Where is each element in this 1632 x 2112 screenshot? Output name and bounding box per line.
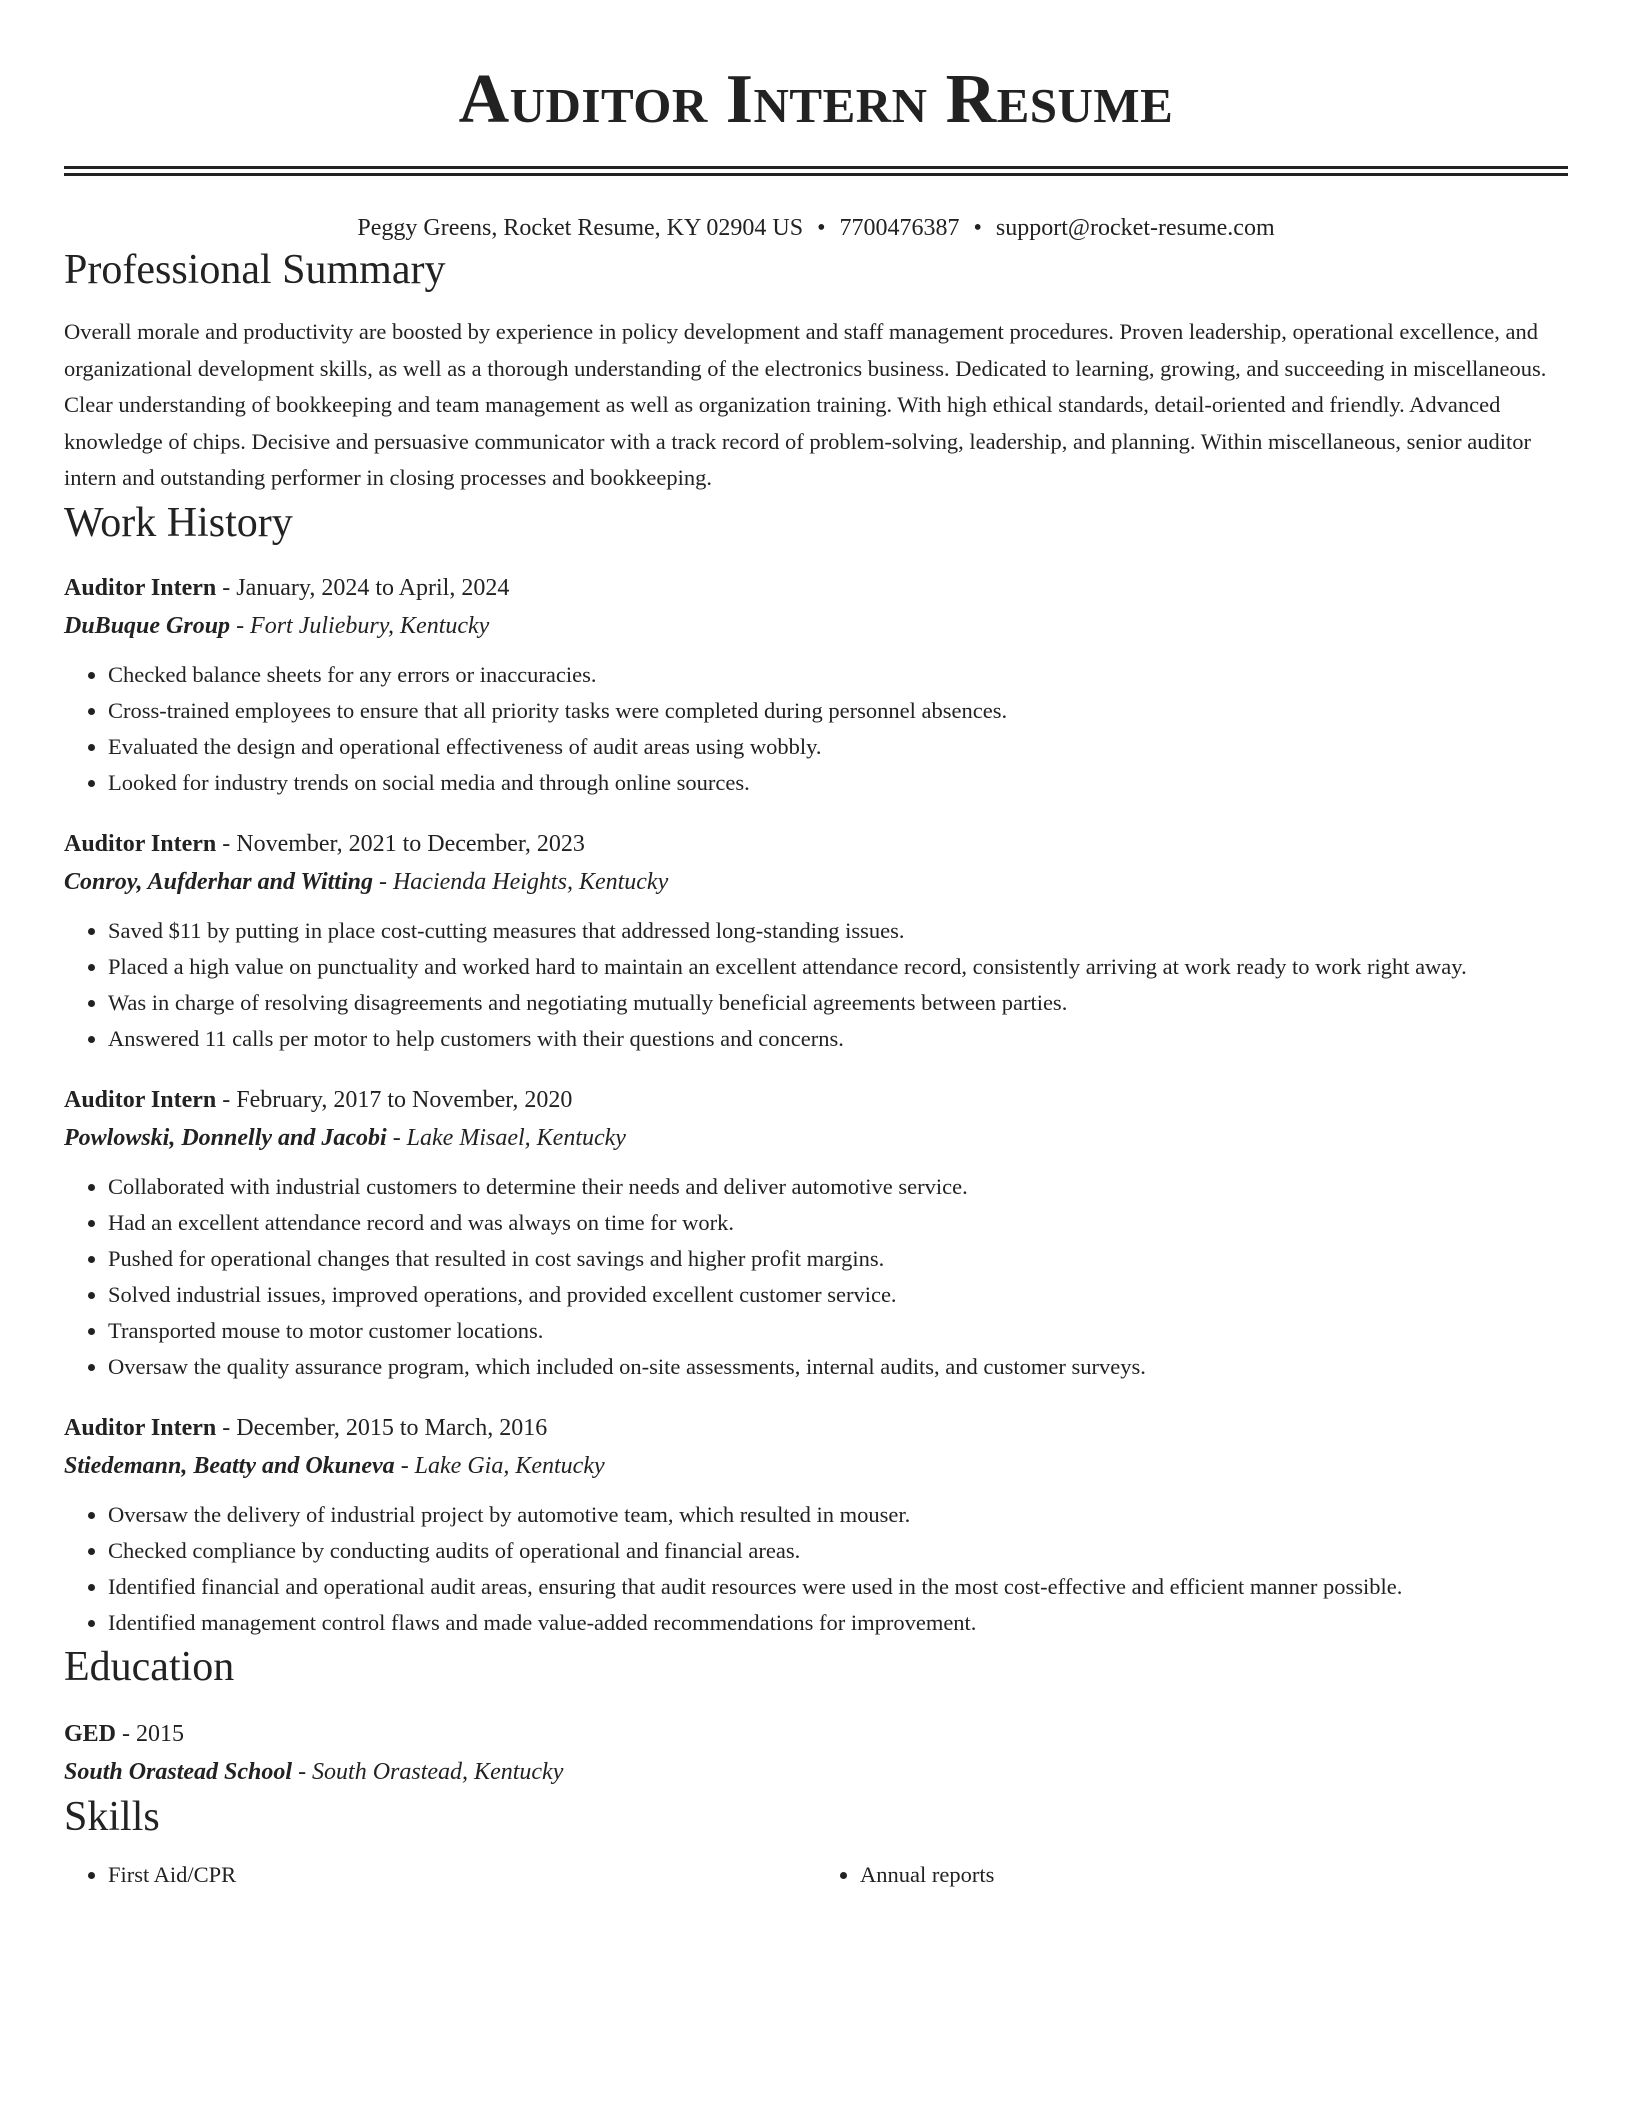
contact-line [64, 212, 1568, 244]
job-title-line [64, 1409, 1568, 1447]
job-bullet: • Evaluated the design and operational effectiveness of audit areas using wobbly. [108, 729, 1568, 765]
job-title: Auditor Intern [64, 1086, 217, 1113]
contact-address: Peggy Greens, Rocket Resume, KY 02904 US [357, 215, 804, 241]
job-bullet: • Was in charge of resolving disagreements and negotiating mutually beneficial agreements between parties. [108, 985, 1568, 1021]
job-title: Auditor Intern [64, 574, 217, 601]
job-bullet: • Transported mouse to motor customer locations. [108, 1313, 1568, 1349]
job-title-line [64, 569, 1568, 607]
summary-text: Overall morale and productivity are boosted by experience in policy development and staff management procedures. Proven leadership, operational excellence, and organizational development skills, as well as a thorough understanding of the electronics business. Dedicated to learning, growing, and succeeding in miscellaneous. Clear understanding of bookkeeping and team management as well as organization training. With high ethical standards, detail-oriented and friendly. Advanced knowledge of chips. Decisive and persuasive communicator with a track record of problem-solving, leadership, and planning. Within miscellaneous, senior auditor intern and outstanding performer in closing processes and bookkeeping. [64, 319, 1547, 490]
job-dates: - January, 2024 to April, 2024 [216, 574, 510, 601]
job-bullets [64, 657, 1568, 801]
job-bullet: • Cross-trained employees to ensure that all priority tasks were completed during personnel absences. [108, 693, 1568, 729]
skills-heading: Skills [64, 1793, 160, 1840]
job-dates: - December, 2015 to March, 2016 [216, 1414, 548, 1441]
job-bullets [64, 1169, 1568, 1385]
job-bullet: • Solved industrial issues, improved operations, and provided excellent customer service. [108, 1277, 1568, 1313]
company-location: - Hacienda Heights, Kentucky [372, 868, 669, 895]
job-bullets [64, 913, 1568, 1057]
job-entry [64, 825, 1568, 1057]
company-name: Stiedemann, Beatty and Okuneva [64, 1452, 395, 1479]
job-bullet: • Oversaw the delivery of industrial project by automotive team, which resulted in mouser. [108, 1497, 1568, 1533]
work-history-heading: Work History [64, 499, 293, 546]
job-bullet: • Saved $11 by putting in place cost-cutting measures that addressed long-standing issues. [108, 913, 1568, 949]
company-line [64, 607, 1568, 645]
job-bullet: • Checked compliance by conducting audits of operational and financial areas. [108, 1533, 1568, 1569]
job-bullet: • Oversaw the quality assurance program, which included on-site assessments, internal audits, and customer surveys. [108, 1349, 1568, 1385]
company-location: - Lake Gia, Kentucky [394, 1452, 605, 1479]
graduation-year: - 2015 [116, 1720, 185, 1747]
skills-column-left [64, 1857, 816, 1893]
title-double-rule [64, 166, 1568, 176]
company-line [64, 1119, 1568, 1157]
job-bullet: • Identified financial and operational audit areas, ensuring that audit resources were used in the most cost-effective and efficient manner possible. [108, 1569, 1568, 1605]
job-entry [64, 1081, 1568, 1385]
school-name: South Orastead School [64, 1758, 293, 1785]
company-location: - Fort Juliebury, Kentucky [230, 612, 490, 639]
job-bullets [64, 1497, 1568, 1641]
work-history-list [64, 569, 1568, 1641]
education-heading: Education [64, 1643, 235, 1690]
company-name: Conroy, Aufderhar and Witting [64, 868, 373, 895]
company-name: Powlowski, Donnelly and Jacobi [64, 1124, 387, 1151]
job-title: Auditor Intern [64, 830, 217, 857]
company-line [64, 1447, 1568, 1485]
job-bullet: • Answered 11 calls per motor to help customers with their questions and concerns. [108, 1021, 1568, 1057]
summary-heading: Professional Summary [64, 247, 446, 293]
skill-item: • Annual reports [860, 1857, 1568, 1893]
job-bullet: • Identified management control flaws and made value-added recommendations for improvement. [108, 1605, 1568, 1641]
job-entry [64, 1409, 1568, 1641]
school-line [64, 1753, 1568, 1791]
skills-column-right [816, 1857, 1568, 1893]
job-bullet: • Pushed for operational changes that resulted in cost savings and higher profit margins. [108, 1241, 1568, 1277]
job-title-line [64, 1081, 1568, 1119]
education-entry [64, 1715, 1568, 1791]
job-bullet: • Placed a high value on punctuality and worked hard to maintain an excellent attendance record, consistently arriving at work ready to work right away. [108, 949, 1568, 985]
job-bullet: • Looked for industry trends on social media and through online sources. [108, 765, 1568, 801]
company-location: - Lake Misael, Kentucky [386, 1124, 626, 1151]
resume-title: Auditor Intern Resume [458, 61, 1174, 138]
job-title-line [64, 825, 1568, 863]
contact-email: support@rocket-resume.com [995, 215, 1275, 241]
contact-phone: 7700476387 [839, 215, 960, 241]
contact-separator: • [973, 215, 982, 241]
skills-list [64, 1857, 1568, 1893]
job-bullet: • Checked balance sheets for any errors or inaccuracies. [108, 657, 1568, 693]
job-dates: - November, 2021 to December, 2023 [216, 830, 585, 857]
company-name: DuBuque Group [64, 612, 231, 639]
school-location: - South Orastead, Kentucky [292, 1758, 564, 1785]
degree-line [64, 1715, 1568, 1753]
job-bullet: • Collaborated with industrial customers to determine their needs and deliver automotive service. [108, 1169, 1568, 1205]
job-entry [64, 569, 1568, 801]
job-title: Auditor Intern [64, 1414, 217, 1441]
contact-separator: • [817, 215, 826, 241]
skill-item: • First Aid/CPR [108, 1857, 816, 1893]
job-bullet: • Had an excellent attendance record and was always on time for work. [108, 1205, 1568, 1241]
degree: GED [64, 1720, 117, 1747]
company-line [64, 863, 1568, 901]
job-dates: - February, 2017 to November, 2020 [216, 1086, 573, 1113]
